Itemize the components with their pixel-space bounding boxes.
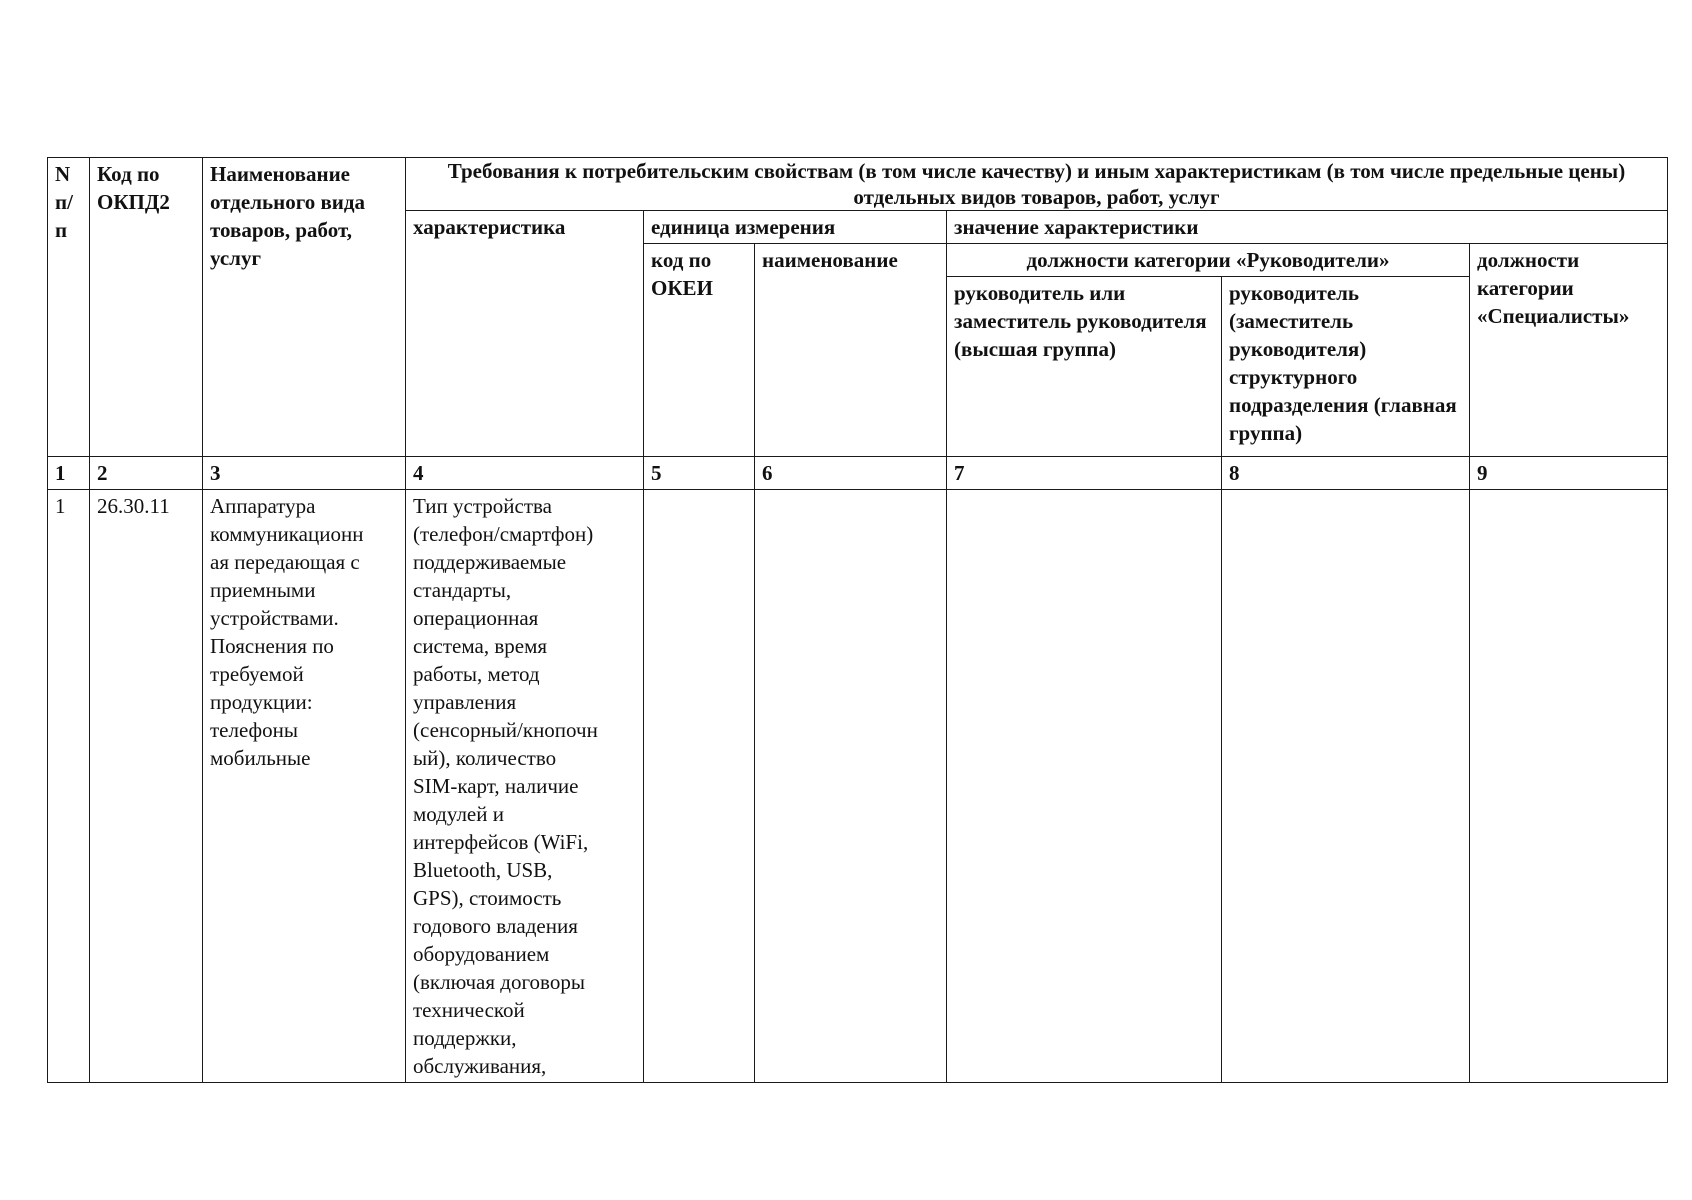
text-line: Пояснения по	[210, 634, 334, 658]
column-number: 8	[1222, 457, 1470, 490]
text-line: коммуникационн	[210, 522, 364, 546]
header-row-1	[48, 158, 1668, 211]
header-okpd2-code: Код по ОКПД2	[90, 158, 203, 457]
row-okei-code	[644, 490, 755, 1083]
table-row	[48, 490, 1668, 1083]
text-line: технической	[413, 998, 525, 1022]
row-num: 1	[48, 490, 90, 1083]
text-line: телефоны	[210, 718, 299, 742]
row-okpd2-code: 26.30.11	[90, 490, 203, 1083]
column-number: 9	[1470, 457, 1668, 490]
text-line: интерфейсов (WiFi,	[413, 830, 589, 854]
header-head-top-group: руководитель или заместитель руководителя (высшая группа)	[947, 277, 1222, 457]
text-line: работы, метод	[413, 662, 540, 686]
row-head-top-value	[947, 490, 1222, 1083]
column-number: 7	[947, 457, 1222, 490]
text-line: система, время	[413, 634, 548, 658]
column-number: 3	[203, 457, 406, 490]
text-line: Тип устройства	[413, 494, 552, 518]
text-line: ая передающая с	[210, 550, 360, 574]
text-line: операционная	[413, 606, 539, 630]
column-number: 6	[755, 457, 947, 490]
header-characteristic: характеристика	[406, 211, 644, 457]
row-specialists-value	[1470, 490, 1668, 1083]
column-number: 2	[90, 457, 203, 490]
text-line: поддержки,	[413, 1026, 517, 1050]
header-unit-name: наименование	[755, 244, 947, 457]
text-line: обслуживания,	[413, 1054, 547, 1078]
text-line: модулей и	[413, 802, 504, 826]
column-numbers-row	[48, 457, 1668, 490]
text-line: ый), количество	[413, 746, 557, 770]
row-item-name	[203, 490, 406, 1083]
text-line: продукции:	[210, 690, 313, 714]
header-requirements: Требования к потребительским свойствам (в том числе качеству) и иным характеристикам (в том числе предельные цены) отдельных видов товаров, работ, услуг	[406, 158, 1668, 211]
header-head-department: руководитель (заместитель руководителя) структурного подразделения (главная группа)	[1222, 277, 1470, 457]
document-sheet	[47, 157, 1668, 1083]
requirements-table	[47, 157, 1668, 1083]
header-unit: единица измерения	[644, 211, 947, 244]
text-line: годового владения	[413, 914, 578, 938]
text-line: поддерживаемые	[413, 550, 567, 574]
text-line: (сенсорный/кнопочн	[413, 718, 598, 742]
header-num: N п/п	[48, 158, 90, 457]
column-number: 5	[644, 457, 755, 490]
text-line: устройствами.	[210, 606, 339, 630]
row-characteristic	[406, 490, 644, 1083]
text-line: приемными	[210, 578, 316, 602]
header-managers-category: должности категории «Руководители»	[947, 244, 1470, 277]
text-line: оборудованием	[413, 942, 550, 966]
text-line: требуемой	[210, 662, 304, 686]
text-line: SIM-карт, наличие	[413, 774, 579, 798]
column-number: 4	[406, 457, 644, 490]
header-value: значение характеристики	[947, 211, 1668, 244]
text-line: Bluetooth, USB,	[413, 858, 553, 882]
text-line: управления	[413, 690, 517, 714]
header-okei-code: код по ОКЕИ	[644, 244, 755, 457]
text-line: GPS), стоимость	[413, 886, 562, 910]
column-number: 1	[48, 457, 90, 490]
text-line: Аппаратура	[210, 494, 316, 518]
text-line: стандарты,	[413, 578, 512, 602]
text-line: (включая договоры	[413, 970, 585, 994]
text-line: мобильные	[210, 746, 311, 770]
text-line: (телефон/смартфон)	[413, 522, 594, 546]
header-specialists-category: должности категории «Специалисты»	[1470, 244, 1668, 457]
header-item-name: Наименование отдельного вида товаров, работ, услуг	[203, 158, 406, 457]
row-unit-name	[755, 490, 947, 1083]
row-head-dept-value	[1222, 490, 1470, 1083]
